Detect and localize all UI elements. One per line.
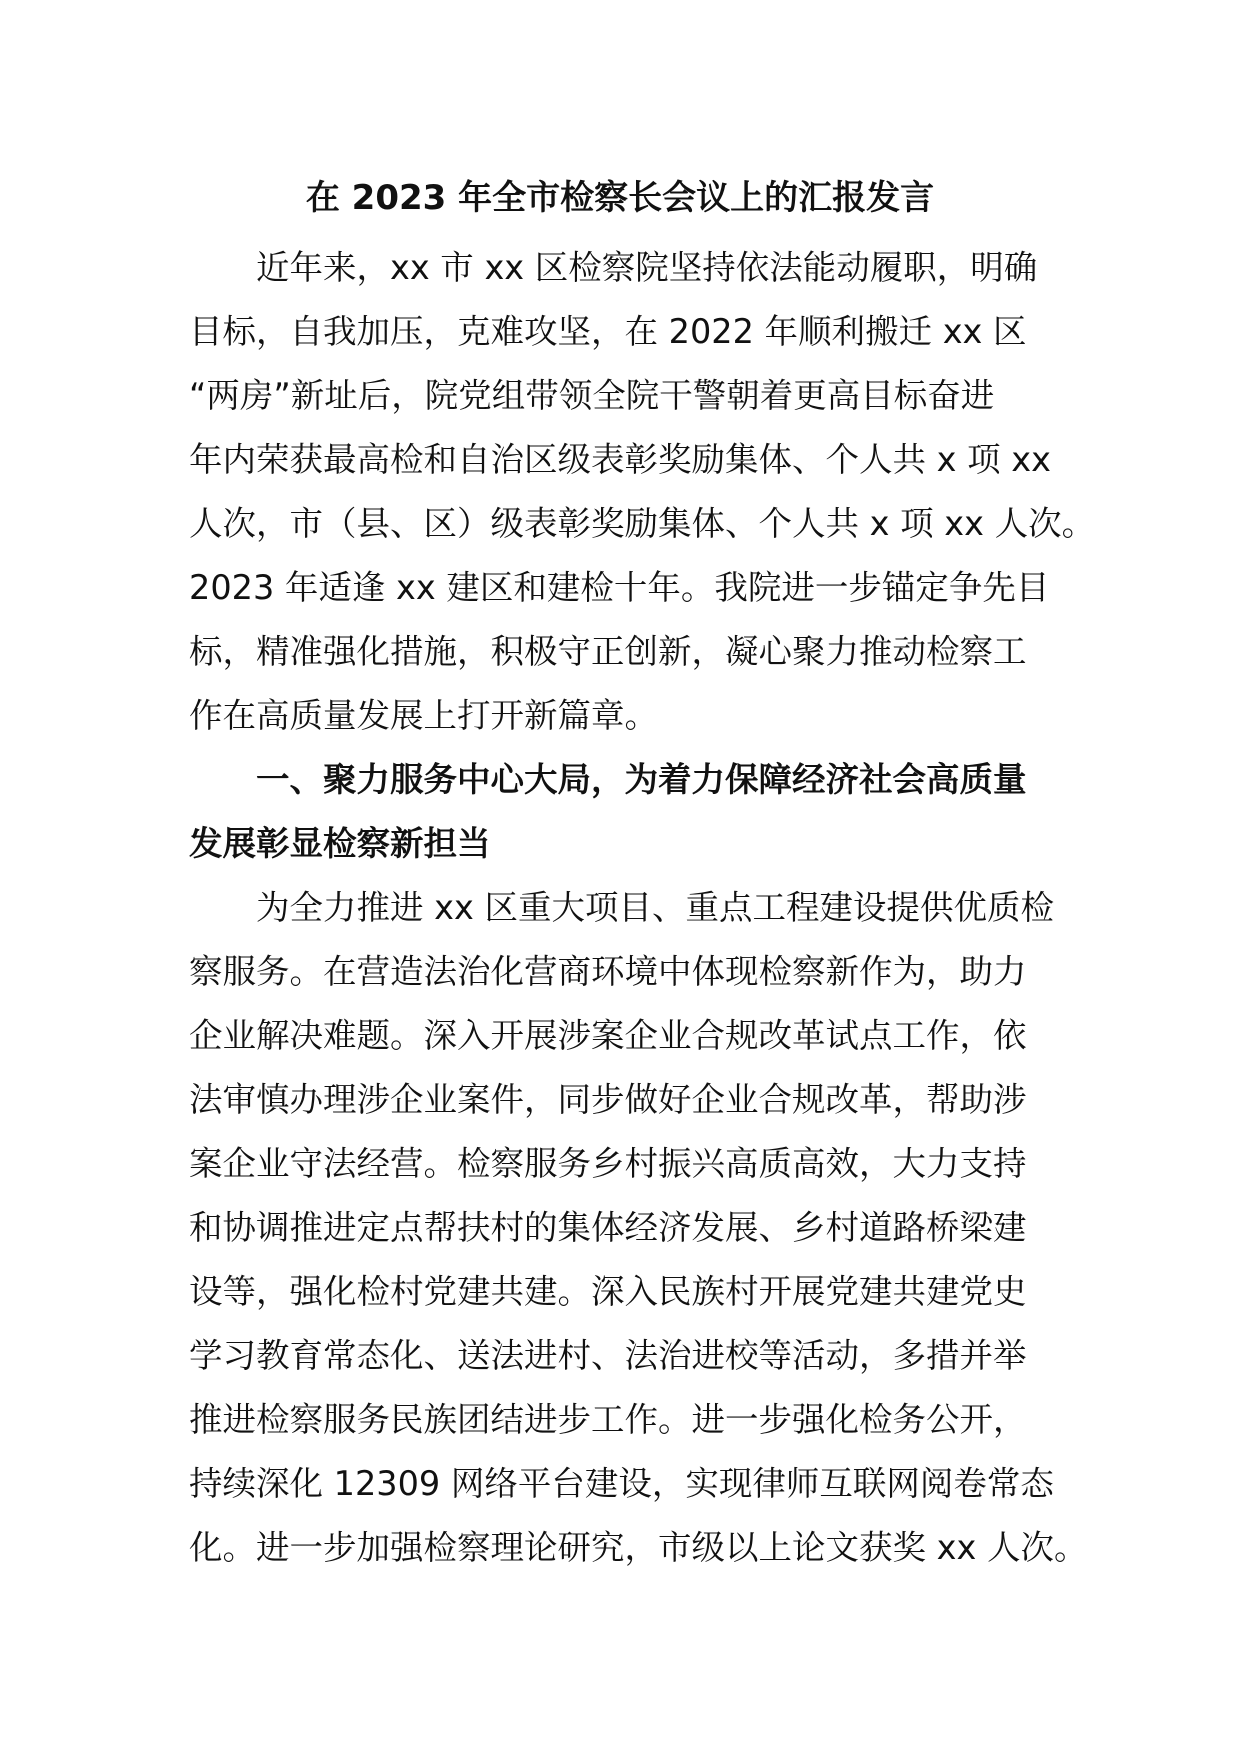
body-line: 察服务。在营造法治化营商环境中体现检察新作为，助力 — [189, 952, 1027, 991]
body-line: 2023 年适逢 xx 建区和建检十年。我院进一步锚定争先目 — [189, 568, 1050, 607]
body-line: 学习教育常态化、送法进村、法治进校等活动，多措并举 — [189, 1336, 1027, 1375]
body-line: 化。进一步加强检察理论研究，市级以上论文获奖 xx 人次。 — [189, 1528, 1088, 1567]
section-heading-line: 发展彰显检察新担当 — [189, 824, 491, 863]
body-line: 法审慎办理涉企业案件，同步做好企业合规改革，帮助涉 — [189, 1080, 1027, 1119]
body-line: “两房”新址后，院党组带领全院干警朝着更高目标奋进 — [189, 376, 995, 415]
document-title: 在 2023 年全市检察长会议上的汇报发言 — [305, 178, 935, 218]
body-line: 目标，自我加压，克难攻坚，在 2022 年顺利搬迁 xx 区 — [189, 312, 1027, 351]
body-line: 设等，强化检村党建共建。深入民族村开展党建共建党史 — [189, 1272, 1027, 1311]
section-heading-line: 一、聚力服务中心大局，为着力保障经济社会高质量 — [189, 760, 1027, 799]
body-line: 持续深化 12309 网络平台建设，实现律师互联网阅卷常态 — [189, 1464, 1054, 1503]
body-line: 近年来，xx 市 xx 区检察院坚持依法能动履职，明确 — [189, 248, 1038, 287]
body-line: 为全力推进 xx 区重大项目、重点工程建设提供优质检 — [189, 888, 1054, 927]
body-line: 和协调推进定点帮扶村的集体经济发展、乡村道路桥梁建 — [189, 1208, 1027, 1247]
body-line: 标，精准强化措施，积极守正创新，凝心聚力推动检察工 — [189, 632, 1027, 671]
body-line: 年内荣获最高检和自治区级表彰奖励集体、个人共 x 项 xx — [189, 440, 1051, 479]
body-line: 推进检察服务民族团结进步工作。进一步强化检务公开， — [189, 1400, 1027, 1439]
body-line: 作在高质量发展上打开新篇章。 — [189, 696, 658, 735]
body-line: 人次，市（县、区）级表彰奖励集体、个人共 x 项 xx 人次。 — [189, 504, 1096, 543]
body-line: 企业解决难题。深入开展涉案企业合规改革试点工作，依 — [189, 1016, 1027, 1055]
body-line: 案企业守法经营。检察服务乡村振兴高质高效，大力支持 — [189, 1144, 1027, 1183]
